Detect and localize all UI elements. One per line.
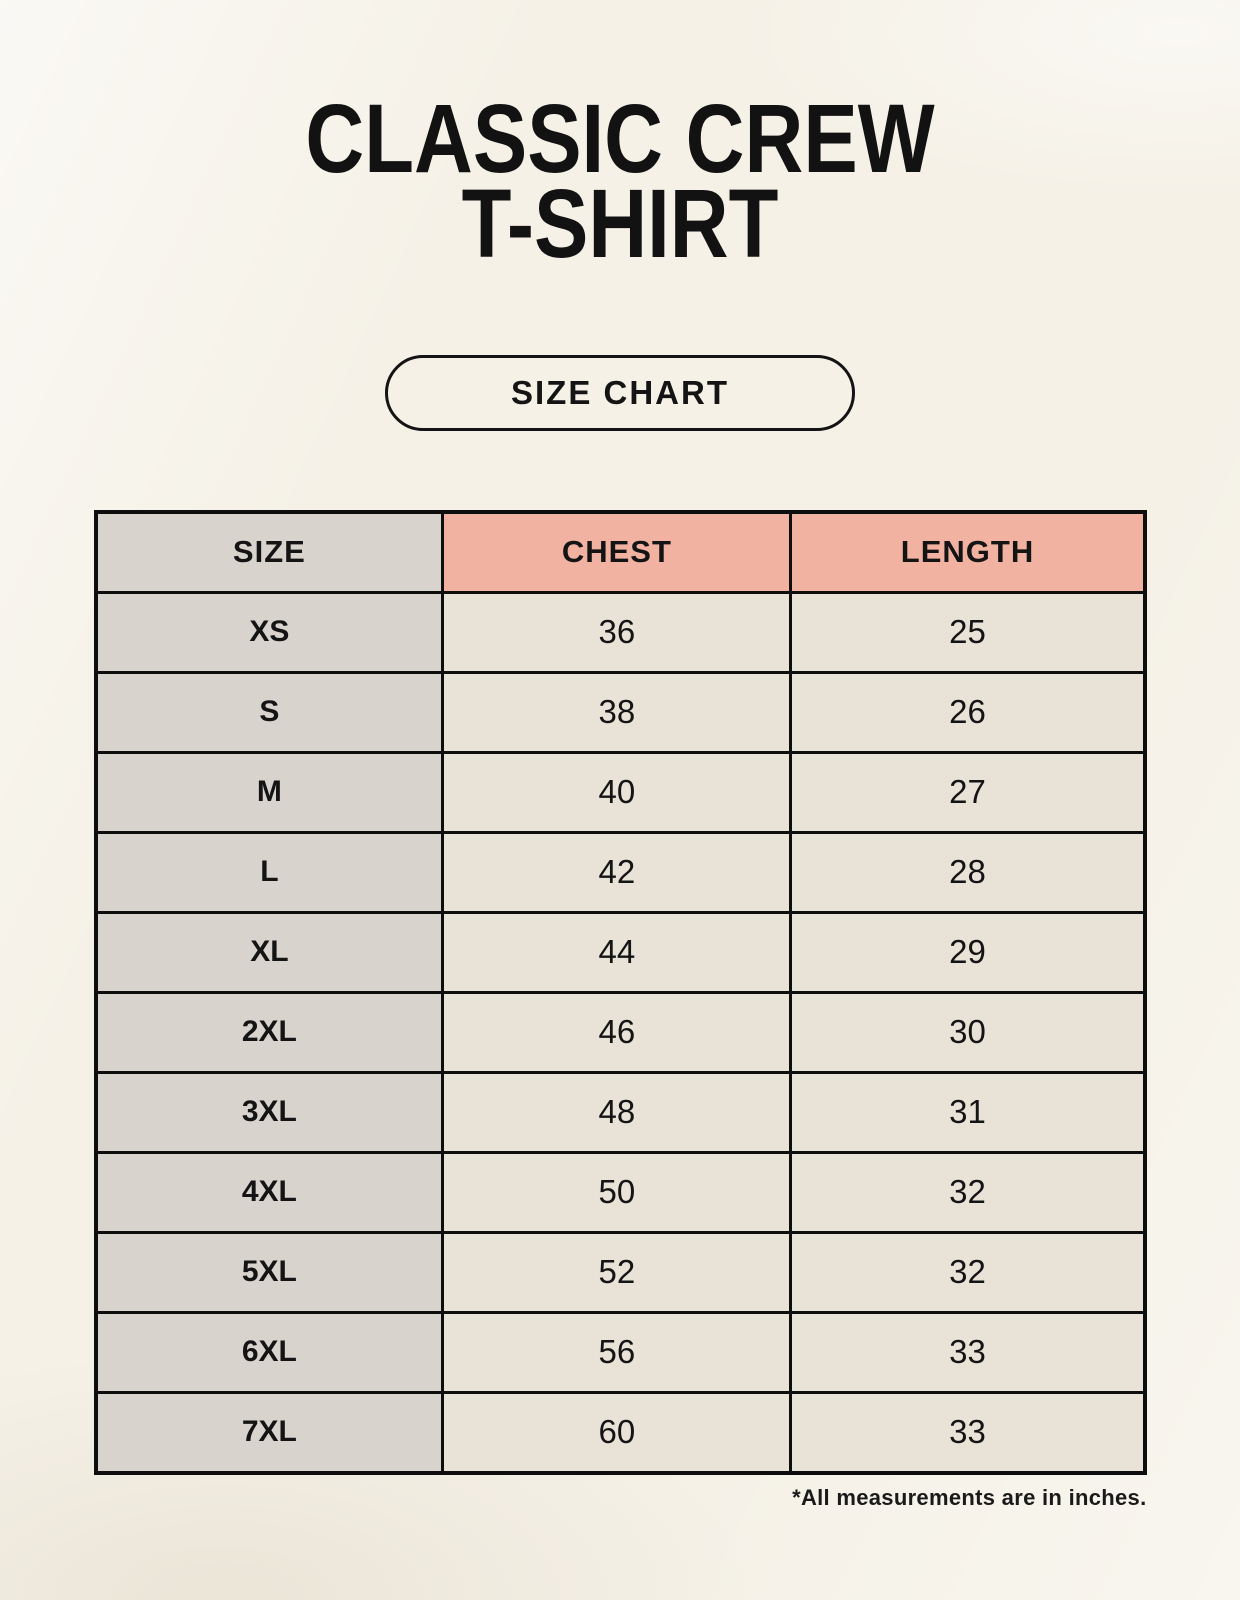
size-cell: M [96, 752, 443, 832]
table-row [96, 1072, 1145, 1152]
table-row [96, 592, 1145, 672]
chest-cell: 52 [443, 1232, 791, 1312]
table-row [96, 752, 1145, 832]
column-header-length: LENGTH [791, 512, 1145, 593]
size-cell: XS [96, 592, 443, 672]
size-cell: XL [96, 912, 443, 992]
size-table-body [96, 592, 1145, 1473]
chest-cell: 44 [443, 912, 791, 992]
table-row [96, 1152, 1145, 1232]
length-cell: 33 [791, 1312, 1145, 1392]
length-cell: 31 [791, 1072, 1145, 1152]
length-cell: 32 [791, 1232, 1145, 1312]
length-cell: 32 [791, 1152, 1145, 1232]
chest-cell: 46 [443, 992, 791, 1072]
chest-cell: 36 [443, 592, 791, 672]
length-cell: 25 [791, 592, 1145, 672]
length-cell: 30 [791, 992, 1145, 1072]
chest-cell: 48 [443, 1072, 791, 1152]
table-row [96, 912, 1145, 992]
table-row [96, 832, 1145, 912]
length-cell: 28 [791, 832, 1145, 912]
column-header-chest: CHEST [443, 512, 791, 593]
size-cell: 7XL [96, 1392, 443, 1473]
chest-cell: 42 [443, 832, 791, 912]
table-row [96, 992, 1145, 1072]
chest-cell: 50 [443, 1152, 791, 1232]
size-table [94, 510, 1147, 1475]
product-title [99, 0, 1141, 279]
length-cell: 27 [791, 752, 1145, 832]
chest-cell: 40 [443, 752, 791, 832]
chest-cell: 56 [443, 1312, 791, 1392]
badge-container [0, 355, 1240, 431]
column-header-size: SIZE [96, 512, 443, 593]
length-cell: 33 [791, 1392, 1145, 1473]
length-cell: 26 [791, 672, 1145, 752]
length-cell: 29 [791, 912, 1145, 992]
size-cell: S [96, 672, 443, 752]
table-row [96, 1232, 1145, 1312]
size-cell: 5XL [96, 1232, 443, 1312]
size-cell: L [96, 832, 443, 912]
size-cell: 3XL [96, 1072, 443, 1152]
table-header-row [96, 512, 1145, 593]
size-chart-badge[interactable]: SIZE CHART [385, 355, 855, 431]
table-row [96, 1312, 1145, 1392]
table-row [96, 1392, 1145, 1473]
measurements-footnote: *All measurements are in inches. [792, 1484, 1147, 1510]
size-cell: 4XL [96, 1152, 443, 1232]
table-row [96, 672, 1145, 752]
size-cell: 6XL [96, 1312, 443, 1392]
product-title-line1: CLASSIC CREW [305, 84, 935, 193]
chest-cell: 38 [443, 672, 791, 752]
product-title-line2: T-SHIRT [461, 169, 779, 279]
size-cell: 2XL [96, 992, 443, 1072]
chest-cell: 60 [443, 1392, 791, 1473]
